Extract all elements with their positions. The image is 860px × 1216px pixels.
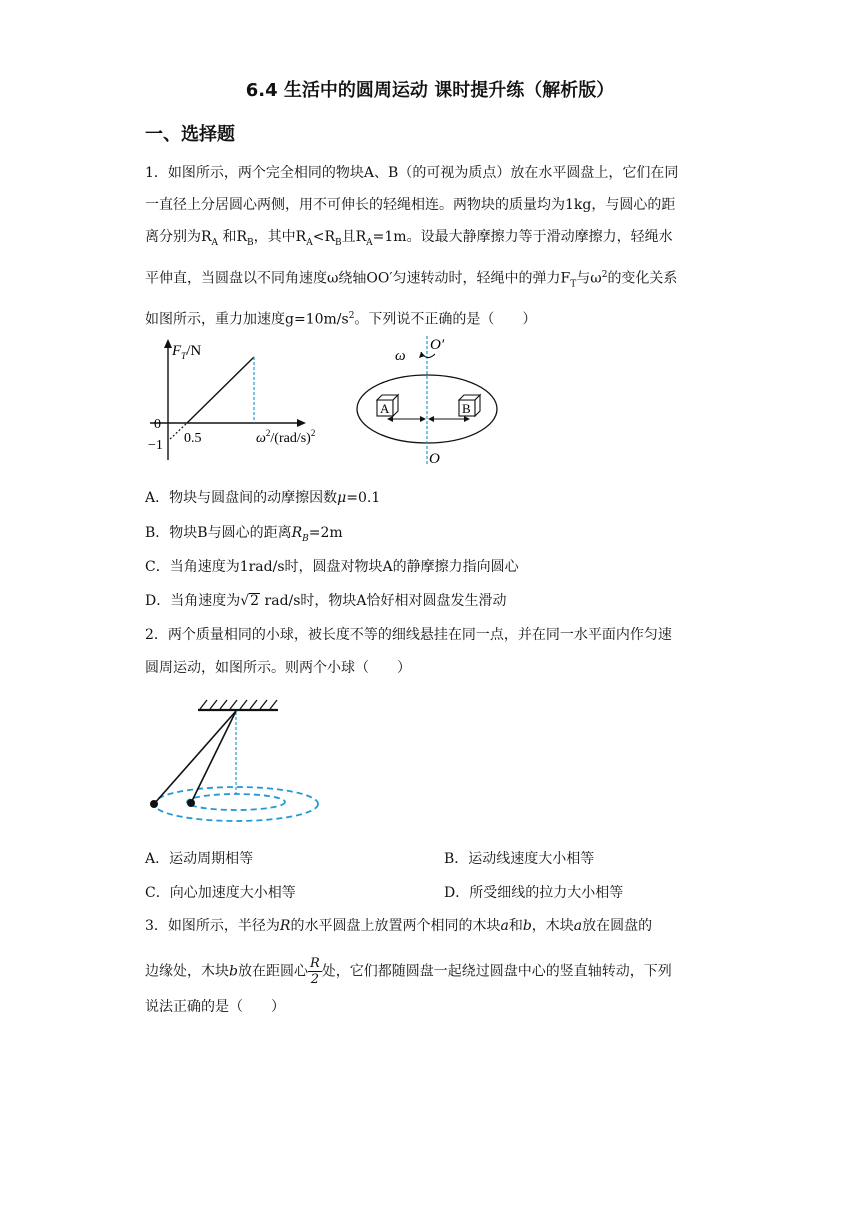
question-1-text: 1．如图所示，两个完全相同的物块A、B（的可视为质点）放在水平圆盘上，它们在同 一直径上分居圆心两侧，用不可伸长的轻绳相连。两物块的质量均为1kg，与圆心的距 离分别为$R_A$ 和$R_B$，其中$R_A<R_B$且$R_A=1m$。设最大静摩擦力等于滑动摩擦力，轻绳水 平伸直，当圆盘以不同角速度ω绕轴OO′匀速转动时，轻绳中的弹力$F_T$与$\omega^2$的变化关系 如图所示，重力加速度$g=10m/s^2$。下列说不正确的是（ ） [145, 165, 679, 328]
inner-orbit [187, 794, 285, 810]
omega-label: ω [395, 348, 406, 364]
force-line [187, 357, 254, 423]
section-heading: 一、选择题 [145, 124, 235, 145]
axis-bottom-label: O [429, 451, 440, 467]
r-over-2-fraction: $\frac{R}{2}$ [309, 956, 320, 987]
y-axis-arrow [164, 339, 172, 348]
q1-option-c[interactable]: C．当角速度为1rad/s时，圆盘对物块A的静摩擦力指向圆心 [145, 559, 519, 575]
svg-text:A: A [380, 401, 390, 416]
ball-inner [187, 799, 195, 807]
rotating-disk-figure [355, 330, 505, 470]
q2-option-d[interactable]: D．所受细线的拉力大小相等 [444, 885, 624, 901]
x-axis-arrow [297, 419, 306, 427]
x-label: $\omega^2/(rad/s)^2$ [256, 428, 316, 446]
x-tick-label: 0.5 [184, 431, 202, 446]
q1-option-b[interactable]: B．物块B与圆心的距离$R_B=2m$ [145, 525, 343, 544]
page-title: 6.4 生活中的圆周运动 课时提升练（解析版） [245, 80, 615, 101]
question-2-line1: 2．两个质量相同的小球，被长度不等的细线悬挂在同一点，并在同一水平面内作匀速 [145, 627, 672, 643]
axis-top-label: O′ [430, 337, 445, 353]
force-omega-graph [140, 335, 340, 465]
block-b [459, 395, 480, 416]
question-2-line2: 圆周运动，如图所示。则两个小球（ ） [145, 660, 411, 676]
conical-pendulum-figure [140, 692, 330, 830]
neg-one-label: −1 [148, 438, 163, 453]
block-a [377, 395, 398, 416]
question-3-line2: 边缘处，木块b放在距圆心 $\frac{R}{2}$ 处，它们都随圆盘一起绕过圆盘中心的竖直轴转动，下列 [145, 956, 672, 987]
origin-label: 0 [154, 417, 161, 432]
question-3-line3: 说法正确的是（ ） [145, 999, 285, 1015]
y-label: $F_T/N$ [172, 343, 202, 361]
short-string [191, 711, 236, 803]
long-string [154, 711, 236, 804]
ceiling-hatch [200, 700, 277, 709]
q2-option-b[interactable]: B．运动线速度大小相等 [444, 851, 595, 867]
q2-option-a[interactable]: A．运动周期相等 [145, 851, 254, 867]
q2-option-c[interactable]: C．向心加速度大小相等 [145, 885, 296, 901]
question-3-line1: 3．如图所示，半径为R的水平圆盘上放置两个相同的木块a和b，木块a放在圆盘的 [145, 918, 653, 934]
q1-option-d[interactable]: D．当角速度为√2 rad/s时，物块A恰好相对圆盘发生滑动 [145, 593, 507, 609]
ball-outer [150, 800, 158, 808]
svg-text:B: B [462, 401, 471, 416]
q1-option-a[interactable]: A．物块与圆盘间的动摩擦因数μ=0.1 [145, 490, 381, 506]
